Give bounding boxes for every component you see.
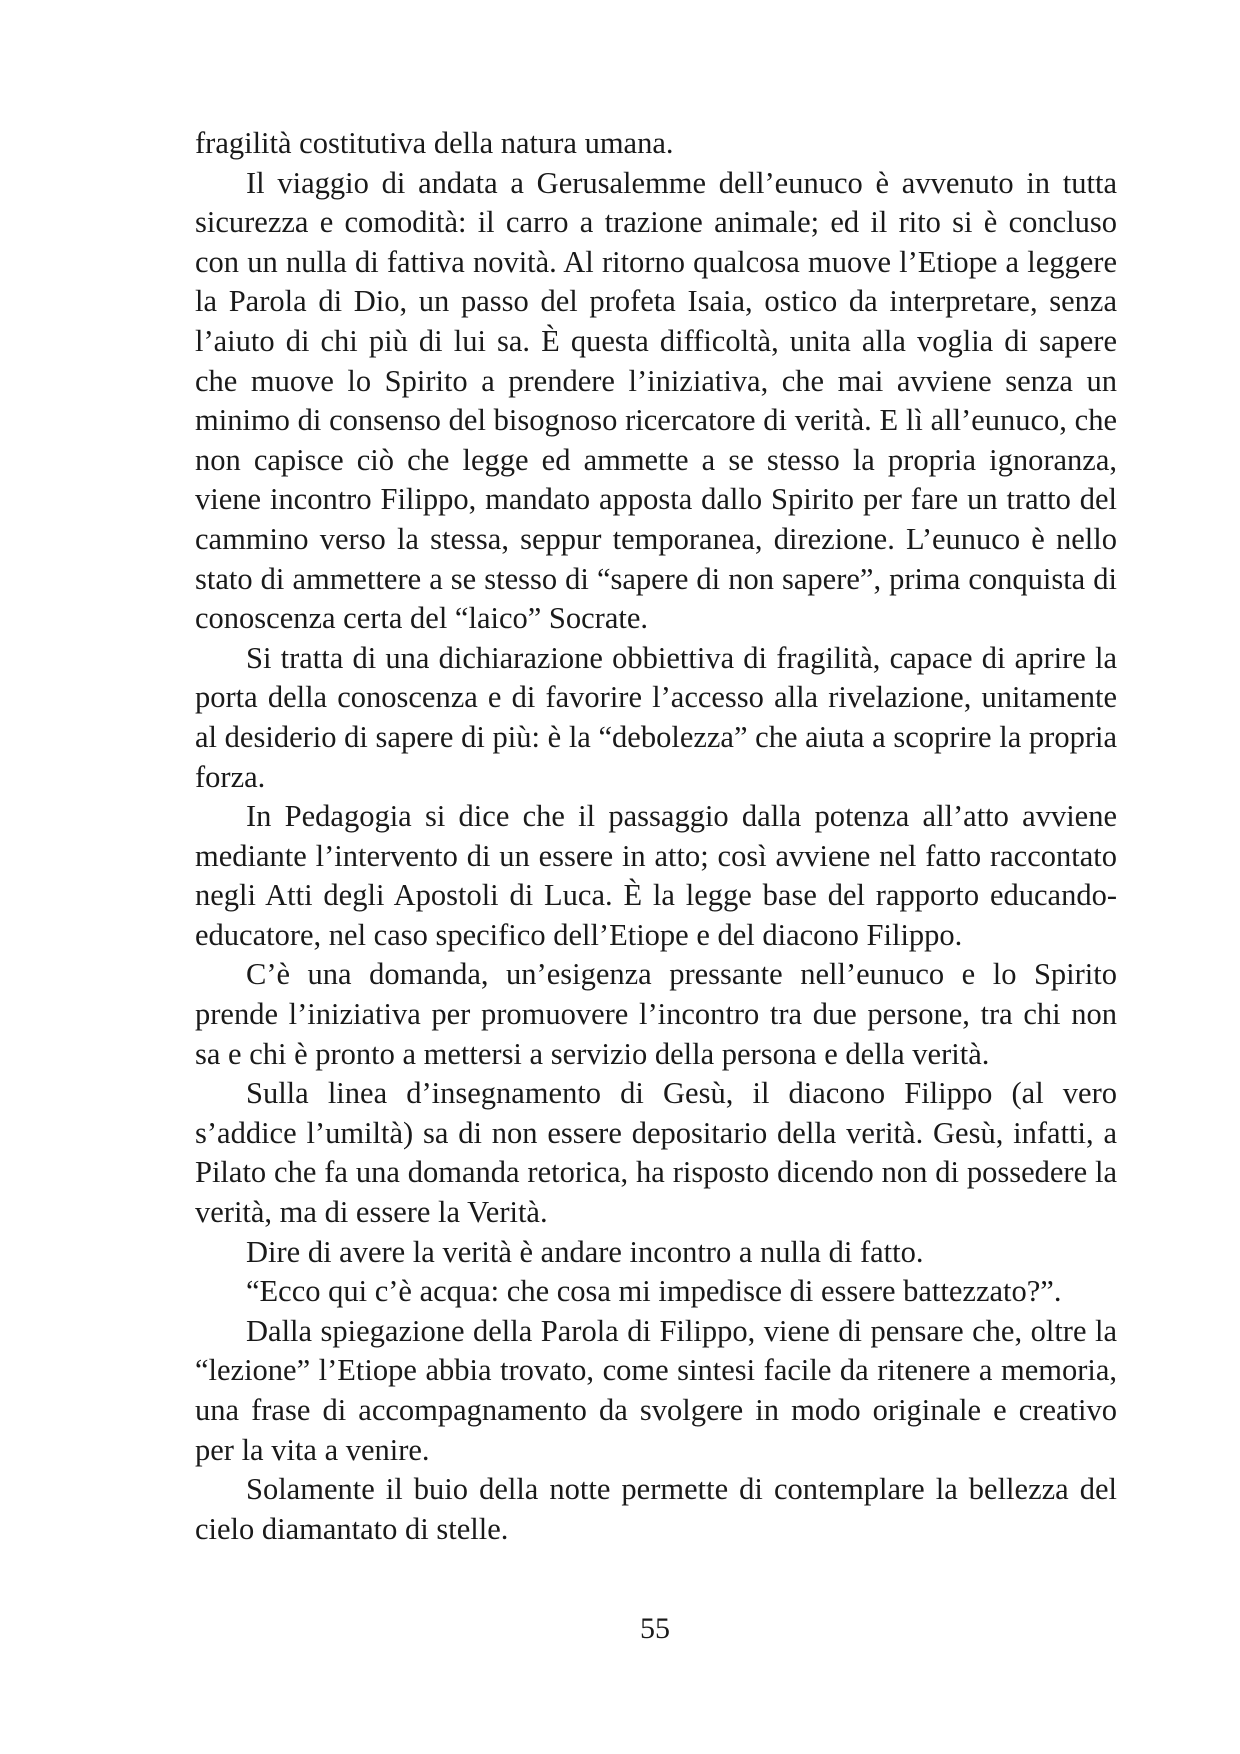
paragraph-quote: “Ecco qui c’è acqua: che cosa mi impedisce di essere battezzato?”. — [246, 1274, 1062, 1309]
paragraph-continuation: fragilità costitutiva della natura umana. — [195, 126, 674, 160]
paragraph-pedagogy: In Pedagogia si dice che il passaggio dalla potenza all’atto avviene mediante l’intervento di un essere in atto; così avviene nel fatto raccontato negli Atti degli Apostoli di Luca. È la legge base del rapporto educando-educatore, nel caso specifico dell’Etiope e del diacono Filippo. — [195, 799, 1117, 952]
page-body — [195, 124, 1117, 1549]
paragraph-fragility: Si tratta di una dichiarazione obbiettiva di fragilità, capace di aprire la porta della conoscenza e di favorire l’accesso alla rivelazione, unitamente al desiderio di sapere di più: è la “debolezza” che aiuta a scoprire la propria forza. — [195, 640, 1117, 794]
paragraph-having-truth: Dire di avere la verità è andare incontro a nulla di fatto. — [246, 1234, 924, 1269]
paragraph-closing: Solamente il buio della notte permette di contemplare la bellezza del cielo diamantato di stelle. — [195, 1472, 1117, 1546]
paragraph-question: C’è una domanda, un’esigenza pressante nell’eunuco e lo Spirito prende l’iniziativa per promuovere l’incontro tra due persone, tra chi non sa e chi è pronto a mettersi a servizio della persona e della verità. — [195, 957, 1117, 1071]
paragraph-journey: Il viaggio di andata a Gerusalemme dell’eunuco è avvenuto in tutta sicurezza e comodità: il carro a trazione animale; ed il rito si è concluso con un nulla di fattiva novità. Al ritorno qualcosa muove l’Etiope a leggere la Parola di Dio, un passo del profeta Isaia, ostico da interpretare, senza l’aiuto di chi più di lui sa. È questa difficoltà, unita alla voglia di sapere che muove lo Spirito a prendere l’iniziativa, che mai avviene senza un minimo di consenso del bisognoso ricercatore di verità. E lì all’eunuco, che non capisce ciò che legge ed ammette a se stesso la propria ignoranza, viene incontro Filippo, mandato apposta dallo Spirito per fare un tratto del cammino verso la stessa, seppur temporanea, direzione. L’eunuco è nello stato di ammettere a se stesso di “sapere di non sapere”, prima conquista di conoscenza certa del “laico” Socrate. — [195, 165, 1117, 636]
paragraph-truth: Sulla linea d’insegnamento di Gesù, il diacono Filippo (al vero s’addice l’umiltà) sa di non essere depositario della verità. Gesù, infatti, a Pilato che fa una domanda retorica, ha risposto dicendo non di possedere la verità, ma di essere la Verità. — [195, 1076, 1117, 1230]
paragraph-explanation: Dalla spiegazione della Parola di Filippo, viene di pensare che, oltre la “lezione” l’Etiope abbia trovato, come sintesi facile da ritenere a memoria, una frase di accompagnamento da svolgere in modo originale e creativo per la vita a venire. — [195, 1313, 1117, 1467]
page-number: 55 — [640, 1612, 670, 1645]
